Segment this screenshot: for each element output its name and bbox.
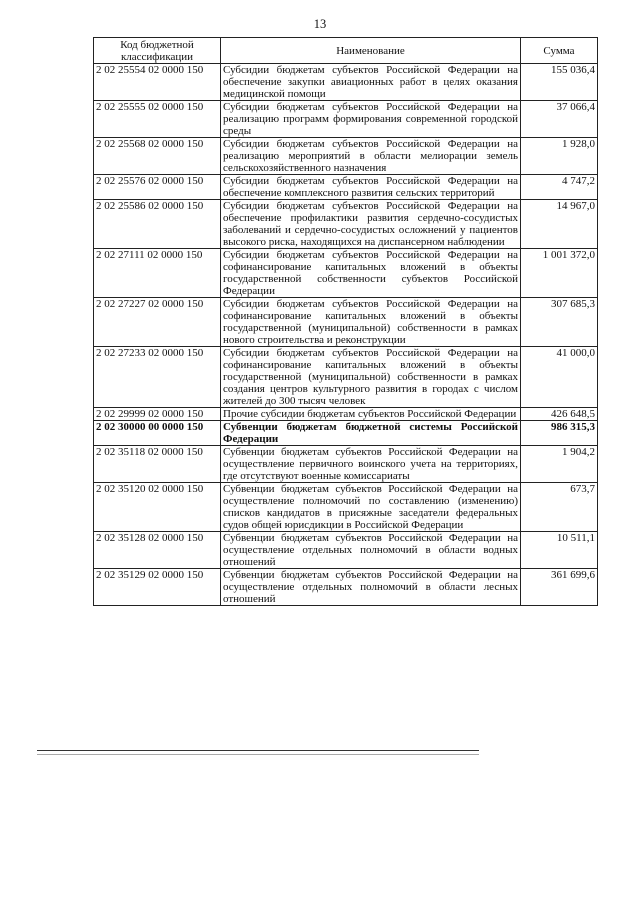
cell-name: Субвенции бюджетам субъектов Российской Федерации на осуществление отдельных полномочий в области водных отношений xyxy=(221,532,521,569)
cell-name: Субсидии бюджетам субъектов Российской Федерации на обеспечение закупки авиационных работ в целях оказания медицинской помощи xyxy=(221,64,521,101)
table-row xyxy=(94,175,598,200)
table-body xyxy=(94,64,598,606)
cell-name: Субсидии бюджетам субъектов Российской Федерации на обеспечение комплексного развития сельских территорий xyxy=(221,175,521,200)
cell-code: 2 02 35129 02 0000 150 xyxy=(94,569,221,606)
cell-sum: 426 648,5 xyxy=(521,408,598,421)
cell-code: 2 02 25555 02 0000 150 xyxy=(94,101,221,138)
cell-code: 2 02 29999 02 0000 150 xyxy=(94,408,221,421)
cell-code: 2 02 35128 02 0000 150 xyxy=(94,532,221,569)
cell-name: Субвенции бюджетам бюджетной системы Российской Федерации xyxy=(221,421,521,446)
cell-code: 2 02 27111 02 0000 150 xyxy=(94,249,221,298)
column-header-sum: Сумма xyxy=(521,38,598,64)
cell-name: Прочие субсидии бюджетам субъектов Российской Федерации xyxy=(221,408,521,421)
cell-sum: 307 685,3 xyxy=(521,298,598,347)
table-row xyxy=(94,64,598,101)
table-row xyxy=(94,483,598,532)
cell-sum: 673,7 xyxy=(521,483,598,532)
table-row xyxy=(94,298,598,347)
cell-code: 2 02 27227 02 0000 150 xyxy=(94,298,221,347)
cell-code: 2 02 35118 02 0000 150 xyxy=(94,446,221,483)
cell-name: Субсидии бюджетам субъектов Российской Федерации на реализацию программ формирования современной городской среды xyxy=(221,101,521,138)
column-header-code: Код бюджетной классификации xyxy=(94,38,221,64)
cell-name: Субсидии бюджетам субъектов Российской Федерации на обеспечение профилактики развития сердечно-сосудистых заболеваний и сердечно-сосудистых осложнений у пациентов высокого риска, находящихся на диспансерном наблюдении xyxy=(221,200,521,249)
cell-name: Субсидии бюджетам субъектов Российской Федерации на софинансирование капитальных вложений в объекты государственной (муниципальной) собственности в рамках создания центров культурного развития в городах с числом жителей до 300 тысяч человек xyxy=(221,347,521,408)
table-row xyxy=(94,421,598,446)
cell-sum: 4 747,2 xyxy=(521,175,598,200)
cell-code: 2 02 35120 02 0000 150 xyxy=(94,483,221,532)
cell-sum: 41 000,0 xyxy=(521,347,598,408)
cell-sum: 37 066,4 xyxy=(521,101,598,138)
cell-name: Субвенции бюджетам субъектов Российской Федерации на осуществление отдельных полномочий в области лесных отношений xyxy=(221,569,521,606)
cell-code: 2 02 25554 02 0000 150 xyxy=(94,64,221,101)
cell-code: 2 02 30000 00 0000 150 xyxy=(94,421,221,446)
table-row xyxy=(94,101,598,138)
cell-sum: 10 511,1 xyxy=(521,532,598,569)
cell-name: Субвенции бюджетам субъектов Российской Федерации на осуществление первичного воинского учета на территориях, где отсутствуют военные комиссариаты xyxy=(221,446,521,483)
table-row xyxy=(94,347,598,408)
cell-sum: 155 036,4 xyxy=(521,64,598,101)
table-row xyxy=(94,532,598,569)
cell-sum: 14 967,0 xyxy=(521,200,598,249)
cell-code: 2 02 25586 02 0000 150 xyxy=(94,200,221,249)
cell-code: 2 02 25576 02 0000 150 xyxy=(94,175,221,200)
cell-sum: 1 001 372,0 xyxy=(521,249,598,298)
table-row xyxy=(94,569,598,606)
table-row xyxy=(94,200,598,249)
table-row xyxy=(94,408,598,421)
cell-name: Субсидии бюджетам субъектов Российской Федерации на софинансирование капитальных вложений в объекты государственной собственности субъектов Российской Федерации xyxy=(221,249,521,298)
cell-code: 2 02 25568 02 0000 150 xyxy=(94,138,221,175)
cell-sum: 1 928,0 xyxy=(521,138,598,175)
cell-name: Субсидии бюджетам субъектов Российской Федерации на софинансирование капитальных вложений в объекты государственной (муниципальной) собственности в рамках нового строительства и реконструкции xyxy=(221,298,521,347)
cell-name: Субвенции бюджетам субъектов Российской Федерации на осуществление полномочий по составлению (изменению) списков кандидатов в присяжные заседатели федеральных судов общей юрисдикции в Российской Федерации xyxy=(221,483,521,532)
cell-sum: 1 904,2 xyxy=(521,446,598,483)
cell-name: Субсидии бюджетам субъектов Российской Федерации на реализацию мероприятий в области мелиорации земель сельскохозяйственного назначения xyxy=(221,138,521,175)
table-row xyxy=(94,249,598,298)
page-number: 13 xyxy=(313,17,327,31)
cell-code: 2 02 27233 02 0000 150 xyxy=(94,347,221,408)
budget-table xyxy=(93,37,598,606)
footer-divider-thin xyxy=(37,754,479,755)
table-header xyxy=(94,38,598,64)
table-row xyxy=(94,138,598,175)
column-header-name: Наименование xyxy=(221,38,521,64)
cell-sum: 986 315,3 xyxy=(521,421,598,446)
footer-divider xyxy=(37,750,479,751)
cell-sum: 361 699,6 xyxy=(521,569,598,606)
table-row xyxy=(94,446,598,483)
